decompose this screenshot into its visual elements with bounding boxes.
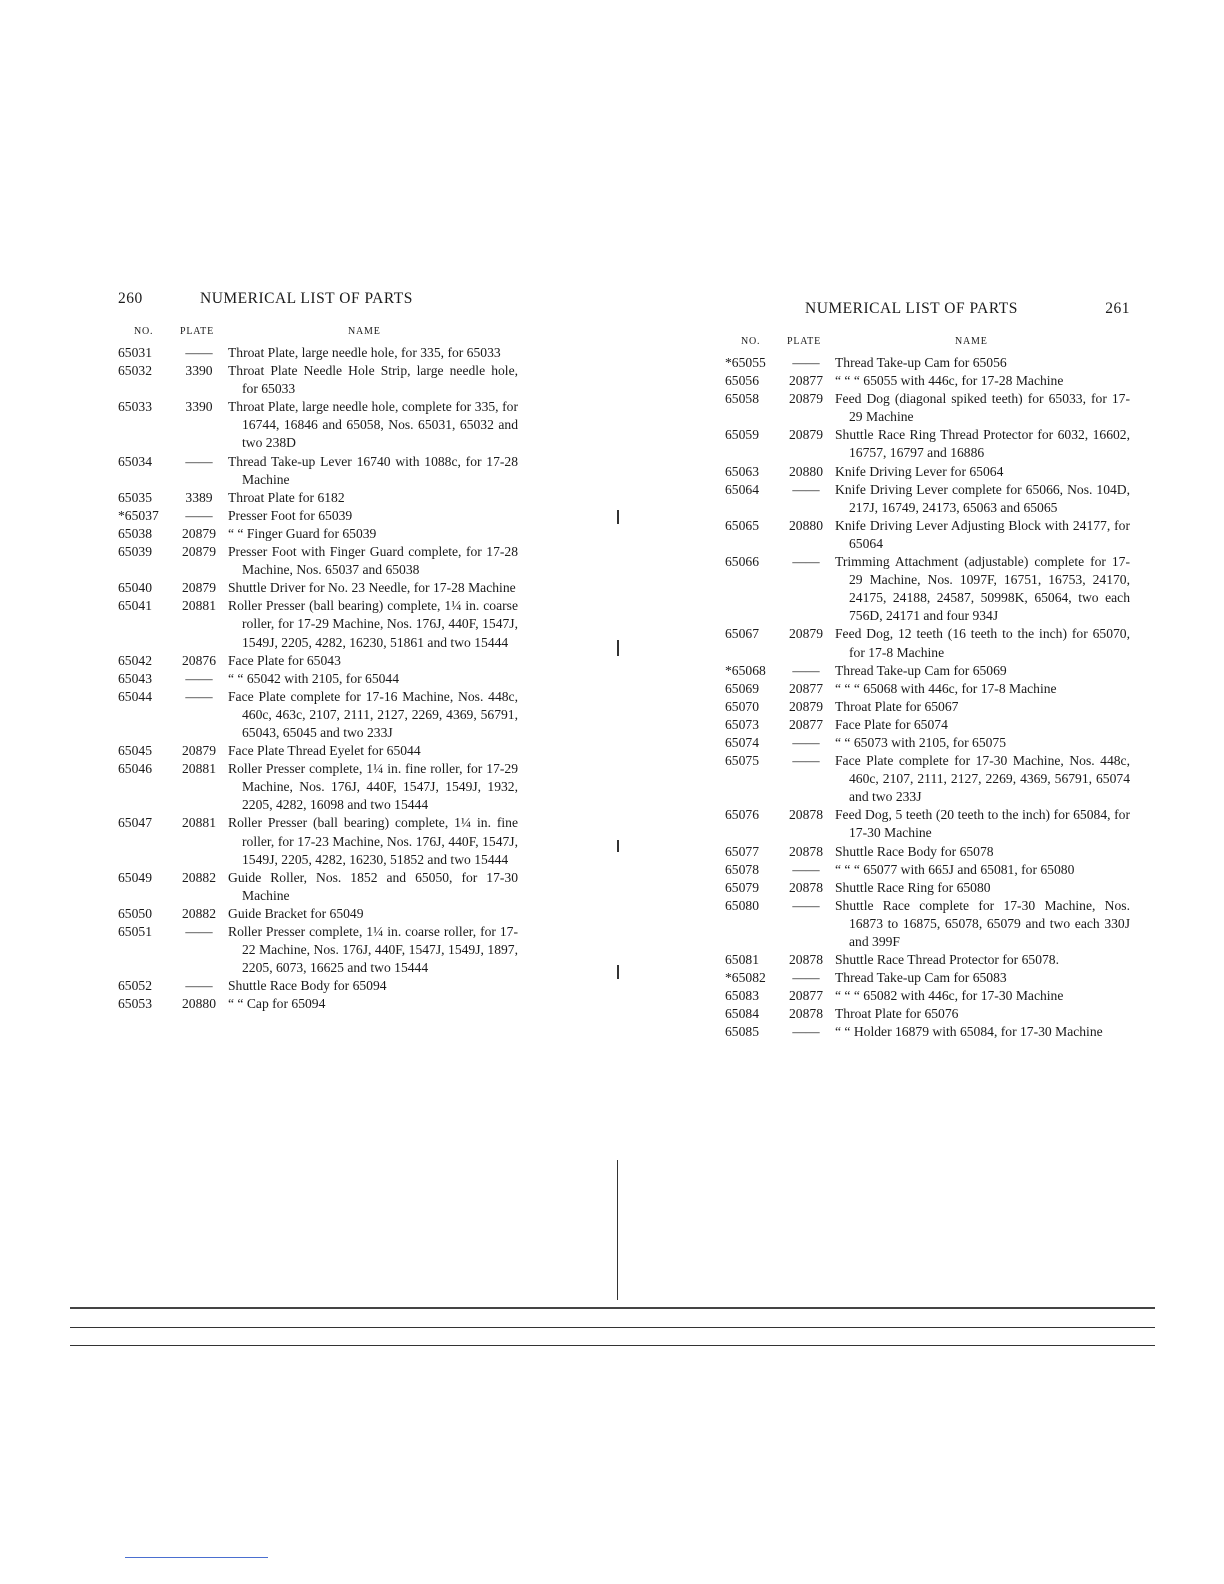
plate-number: 20879 bbox=[182, 525, 216, 541]
plate-number: 20879 bbox=[789, 698, 823, 714]
part-number: *65068 bbox=[725, 662, 766, 678]
part-number: 65047 bbox=[118, 815, 152, 831]
gutter-mark bbox=[617, 1160, 618, 1300]
part-row bbox=[725, 861, 1130, 879]
scan-edge-line bbox=[70, 1345, 1155, 1346]
part-row bbox=[725, 354, 1130, 372]
part-row bbox=[725, 897, 1130, 951]
scan-edge-line bbox=[70, 1327, 1155, 1328]
part-name: Shuttle Race Thread Protector for 65078. bbox=[835, 952, 1059, 968]
part-number: 65032 bbox=[118, 363, 152, 379]
part-row bbox=[118, 543, 518, 579]
right-page bbox=[725, 300, 1130, 1042]
part-row bbox=[725, 372, 1130, 390]
book-gutter bbox=[617, 310, 619, 1300]
part-name: Throat Plate, large needle hole, for 335, for 65033 bbox=[228, 345, 501, 360]
part-name: Roller Presser (ball bearing) complete, 1¼ in. fine roller, for 17-23 Machine, Nos. 176J, 440F, 1547J, 1549J, 2205, 4282, 16230, 51852 and two 15444 bbox=[228, 815, 518, 867]
part-row bbox=[725, 481, 1130, 517]
part-name: Throat Plate for 65076 bbox=[835, 1006, 959, 1022]
plate-number: 20876 bbox=[182, 652, 216, 668]
part-name: “ “ “ 65082 with 446c, for 17-30 Machine bbox=[835, 988, 1064, 1004]
link-underline bbox=[125, 1557, 268, 1558]
plate-number: 20880 bbox=[789, 517, 823, 533]
part-number: 65073 bbox=[725, 716, 759, 732]
part-name: “ “ Finger Guard for 65039 bbox=[228, 525, 377, 541]
header-no: NO. bbox=[741, 336, 761, 347]
part-number: *65082 bbox=[725, 970, 766, 986]
part-row bbox=[725, 806, 1130, 842]
part-row bbox=[118, 507, 518, 525]
part-row bbox=[118, 905, 518, 923]
part-name: Shuttle Race complete for 17-30 Machine, Nos. 16873 to 16875, 65078, 65079 and two each 330J and 399F bbox=[835, 897, 1130, 949]
part-name: Thread Take-up Cam for 65056 bbox=[835, 355, 1007, 370]
running-head bbox=[118, 290, 518, 316]
part-name: Feed Dog, 12 teeth (16 teeth to the inch) for 65070, for 17-8 Machine bbox=[835, 626, 1130, 660]
gutter-mark bbox=[617, 840, 619, 852]
part-name: “ “ 65073 with 2105, for 65075 bbox=[835, 734, 1007, 750]
plate-number: 20882 bbox=[182, 869, 216, 885]
part-name: Knife Driving Lever complete for 65066, Nos. 104D, 217J, 16749, 24173, 65063 and 65065 bbox=[835, 481, 1130, 515]
part-number: 65033 bbox=[118, 399, 152, 415]
parts-list bbox=[725, 354, 1130, 1042]
part-name: Face Plate complete for 17-30 Machine, Nos. 448c, 460c, 2107, 2111, 2127, 2269, 4369, 56791, 65074 and two 233J bbox=[835, 753, 1130, 805]
plate-number: —— bbox=[792, 554, 820, 570]
part-name: Thread Take-up Cam for 65069 bbox=[835, 662, 1007, 678]
plate-number: —— bbox=[185, 688, 213, 704]
page-title: NUMERICAL LIST OF PARTS bbox=[200, 290, 413, 307]
part-name: Guide Bracket for 65049 bbox=[228, 905, 364, 921]
plate-number: —— bbox=[185, 453, 213, 469]
part-row bbox=[725, 463, 1130, 481]
part-row bbox=[118, 977, 518, 995]
page-title: NUMERICAL LIST OF PARTS bbox=[805, 300, 1018, 317]
part-number: 65042 bbox=[118, 652, 152, 668]
part-name: Face Plate for 65043 bbox=[228, 652, 341, 668]
plate-number: —— bbox=[792, 481, 820, 497]
part-name: Roller Presser complete, 1¼ in. coarse roller, for 17-22 Machine, Nos. 176J, 440F, 1547J, 1549J, 1897, 2205, 6073, 16625 and two 15444 bbox=[228, 924, 518, 976]
plate-number: 20882 bbox=[182, 905, 216, 921]
gutter-mark bbox=[617, 965, 619, 979]
part-number: 65081 bbox=[725, 952, 759, 968]
part-number: 65038 bbox=[118, 525, 152, 541]
plate-number: 20879 bbox=[182, 580, 216, 596]
plate-number: 20878 bbox=[789, 879, 823, 895]
part-name: Throat Plate, large needle hole, complete for 335, for 16744, 16846 and 65058, Nos. 65031, 65032 and two 238D bbox=[228, 399, 518, 451]
part-row bbox=[118, 869, 518, 905]
part-number: 65079 bbox=[725, 879, 759, 895]
part-row bbox=[118, 525, 518, 543]
part-number: 65080 bbox=[725, 897, 759, 913]
part-name: “ “ 65042 with 2105, for 65044 bbox=[228, 670, 400, 686]
part-row bbox=[725, 969, 1130, 987]
part-name: Thread Take-up Cam for 65083 bbox=[835, 970, 1007, 986]
part-number: 65074 bbox=[725, 734, 759, 750]
part-name: “ “ “ 65055 with 446c, for 17-28 Machine bbox=[835, 373, 1064, 389]
parts-list bbox=[118, 344, 518, 1013]
plate-number: 20880 bbox=[182, 996, 216, 1012]
part-row bbox=[725, 553, 1130, 625]
part-row bbox=[118, 688, 518, 742]
scan-edge-line bbox=[70, 1307, 1155, 1309]
part-number: 65052 bbox=[118, 978, 152, 994]
part-number: 65043 bbox=[118, 670, 152, 686]
part-row bbox=[725, 879, 1130, 897]
part-number: 65063 bbox=[725, 463, 759, 479]
part-name: Knife Driving Lever Adjusting Block with 24177, for 65064 bbox=[835, 517, 1130, 551]
plate-number: 20877 bbox=[789, 680, 823, 696]
part-number: 65075 bbox=[725, 753, 759, 769]
part-number: 65034 bbox=[118, 453, 152, 469]
part-row bbox=[725, 517, 1130, 553]
plate-number: —— bbox=[185, 345, 213, 360]
part-name: Trimming Attachment (adjustable) complete for 17-29 Machine, Nos. 1097F, 16751, 16753, 24170, 24175, 24188, 24587, 50998K, 65064, two each 756D, 24171 and four 934J bbox=[835, 554, 1130, 624]
part-row bbox=[118, 670, 518, 688]
plate-number: 20878 bbox=[789, 1006, 823, 1022]
plate-number: —— bbox=[185, 978, 213, 994]
plate-number: —— bbox=[792, 355, 820, 370]
part-row bbox=[725, 951, 1130, 969]
part-number: 65064 bbox=[725, 481, 759, 497]
column-headers bbox=[725, 336, 1130, 354]
part-name: Guide Roller, Nos. 1852 and 65050, for 17-30 Machine bbox=[228, 869, 518, 903]
header-no: NO. bbox=[134, 326, 154, 337]
part-name: “ “ “ 65077 with 665J and 65081, for 65080 bbox=[835, 861, 1075, 877]
part-number: 65077 bbox=[725, 843, 759, 859]
part-number: 65078 bbox=[725, 861, 759, 877]
part-row bbox=[118, 362, 518, 398]
plate-number: —— bbox=[185, 670, 213, 686]
part-row bbox=[118, 742, 518, 760]
plate-number: —— bbox=[792, 662, 820, 678]
plate-number: 20881 bbox=[182, 761, 216, 777]
part-number: 65059 bbox=[725, 427, 759, 443]
part-number: 65067 bbox=[725, 626, 759, 642]
header-plate: PLATE bbox=[787, 336, 821, 347]
part-name: Shuttle Race Ring for 65080 bbox=[835, 879, 991, 895]
part-row bbox=[725, 987, 1130, 1005]
part-number: 65083 bbox=[725, 988, 759, 1004]
part-number: 65051 bbox=[118, 924, 152, 939]
part-number: 65044 bbox=[118, 688, 152, 704]
part-row bbox=[118, 814, 518, 868]
part-number: 65046 bbox=[118, 761, 152, 777]
header-name: NAME bbox=[955, 336, 988, 347]
part-name: Feed Dog, 5 teeth (20 teeth to the inch) for 65084, for 17-30 Machine bbox=[835, 807, 1130, 841]
part-row bbox=[725, 390, 1130, 426]
plate-number: 20879 bbox=[789, 391, 823, 407]
part-number: 65031 bbox=[118, 345, 152, 360]
part-row bbox=[118, 995, 518, 1013]
part-number: 65056 bbox=[725, 373, 759, 389]
part-row bbox=[118, 489, 518, 507]
plate-number: 20878 bbox=[789, 843, 823, 859]
part-row bbox=[725, 662, 1130, 680]
part-number: 65084 bbox=[725, 1006, 759, 1022]
plate-number: 20881 bbox=[182, 815, 216, 831]
plate-number: 20878 bbox=[789, 807, 823, 823]
plate-number: 20877 bbox=[789, 716, 823, 732]
part-number: 65085 bbox=[725, 1024, 759, 1040]
plate-number: —— bbox=[185, 924, 213, 939]
part-number: 65069 bbox=[725, 680, 759, 696]
part-row bbox=[118, 760, 518, 814]
part-number: *65037 bbox=[118, 507, 159, 523]
part-row bbox=[118, 652, 518, 670]
plate-number: 20877 bbox=[789, 373, 823, 389]
part-row bbox=[725, 680, 1130, 698]
plate-number: 3390 bbox=[185, 363, 213, 379]
header-name: NAME bbox=[348, 326, 381, 337]
part-number: 65035 bbox=[118, 489, 152, 505]
part-row bbox=[725, 1005, 1130, 1023]
part-number: 65041 bbox=[118, 598, 152, 614]
plate-number: 3389 bbox=[185, 489, 213, 505]
part-name: Throat Plate for 6182 bbox=[228, 489, 345, 505]
plate-number: 20879 bbox=[789, 626, 823, 642]
gutter-mark bbox=[617, 640, 619, 656]
part-row bbox=[725, 734, 1130, 752]
plate-number: —— bbox=[792, 970, 820, 986]
part-number: 65065 bbox=[725, 517, 759, 533]
part-number: 65070 bbox=[725, 698, 759, 714]
header-plate: PLATE bbox=[180, 326, 214, 337]
part-number: 65058 bbox=[725, 391, 759, 407]
plate-number: 20881 bbox=[182, 598, 216, 614]
part-row bbox=[725, 426, 1130, 462]
part-name: Face Plate complete for 17-16 Machine, Nos. 448c, 460c, 463c, 2107, 2111, 2127, 2269, 4369, 56791, 65043, 65045 and two 233J bbox=[228, 688, 518, 740]
part-row bbox=[118, 597, 518, 651]
part-number: 65076 bbox=[725, 807, 759, 823]
part-number: 65053 bbox=[118, 996, 152, 1012]
part-row bbox=[725, 843, 1130, 861]
part-row bbox=[118, 398, 518, 452]
part-number: 65049 bbox=[118, 869, 152, 885]
part-name: “ “ “ 65068 with 446c, for 17-8 Machine bbox=[835, 680, 1057, 696]
part-number: 65040 bbox=[118, 580, 152, 596]
plate-number: 20878 bbox=[789, 952, 823, 968]
part-name: Face Plate for 65074 bbox=[835, 716, 948, 732]
running-head bbox=[725, 300, 1130, 326]
part-row bbox=[725, 1023, 1130, 1041]
part-row bbox=[725, 698, 1130, 716]
part-row bbox=[725, 716, 1130, 734]
part-row bbox=[118, 344, 518, 362]
plate-number: —— bbox=[185, 507, 213, 523]
left-page bbox=[118, 290, 518, 1013]
plate-number: 20879 bbox=[182, 743, 216, 759]
part-number: 65066 bbox=[725, 554, 759, 570]
part-name: Shuttle Race Body for 65078 bbox=[835, 843, 994, 859]
part-name: Feed Dog (diagonal spiked teeth) for 65033, for 17-29 Machine bbox=[835, 391, 1130, 425]
plate-number: —— bbox=[792, 861, 820, 877]
plate-number: —— bbox=[792, 897, 820, 913]
part-name: Presser Foot for 65039 bbox=[228, 507, 353, 523]
part-number: *65055 bbox=[725, 355, 766, 370]
part-row bbox=[118, 923, 518, 977]
plate-number: 20880 bbox=[789, 463, 823, 479]
part-row bbox=[118, 453, 518, 489]
plate-number: 20877 bbox=[789, 988, 823, 1004]
gutter-mark bbox=[617, 510, 619, 524]
part-name: Throat Plate Needle Hole Strip, large needle hole, for 65033 bbox=[228, 363, 518, 397]
part-name: Roller Presser complete, 1¼ in. fine roller, for 17-29 Machine, Nos. 176J, 440F, 1547J, 1549J, 1932, 2205, 4282, 16098 and two 15444 bbox=[228, 761, 518, 813]
part-name: “ “ Cap for 65094 bbox=[228, 996, 326, 1012]
part-number: 65045 bbox=[118, 743, 152, 759]
part-row bbox=[725, 625, 1130, 661]
page-number: 260 bbox=[118, 290, 143, 307]
part-name: Shuttle Driver for No. 23 Needle, for 17-28 Machine bbox=[228, 580, 516, 596]
part-name: Roller Presser (ball bearing) complete, 1¼ in. coarse roller, for 17-29 Machine, Nos. 176J, 440F, 1547J, 1549J, 2205, 4282, 16230, 51861 and two 15444 bbox=[228, 598, 518, 650]
part-name: Throat Plate for 65067 bbox=[835, 698, 959, 714]
part-name: “ “ Holder 16879 with 65084, for 17-30 Machine bbox=[835, 1024, 1103, 1040]
part-name: Shuttle Race Body for 65094 bbox=[228, 978, 387, 994]
plate-number: —— bbox=[792, 734, 820, 750]
part-name: Face Plate Thread Eyelet for 65044 bbox=[228, 743, 421, 759]
page-number: 261 bbox=[1105, 300, 1130, 317]
part-number: 65039 bbox=[118, 544, 152, 560]
plate-number: 3390 bbox=[185, 399, 213, 415]
column-headers bbox=[118, 326, 518, 344]
part-row bbox=[118, 579, 518, 597]
part-name: Thread Take-up Lever 16740 with 1088c, for 17-28 Machine bbox=[228, 453, 518, 487]
plate-number: 20879 bbox=[789, 427, 823, 443]
part-row bbox=[725, 752, 1130, 806]
plate-number: 20879 bbox=[182, 544, 216, 560]
part-number: 65050 bbox=[118, 905, 152, 921]
plate-number: —— bbox=[792, 753, 820, 769]
part-name: Shuttle Race Ring Thread Protector for 6032, 16602, 16757, 16797 and 16886 bbox=[835, 427, 1130, 461]
plate-number: —— bbox=[792, 1024, 820, 1040]
part-name: Knife Driving Lever for 65064 bbox=[835, 463, 1004, 479]
part-name: Presser Foot with Finger Guard complete, for 17-28 Machine, Nos. 65037 and 65038 bbox=[228, 544, 518, 578]
